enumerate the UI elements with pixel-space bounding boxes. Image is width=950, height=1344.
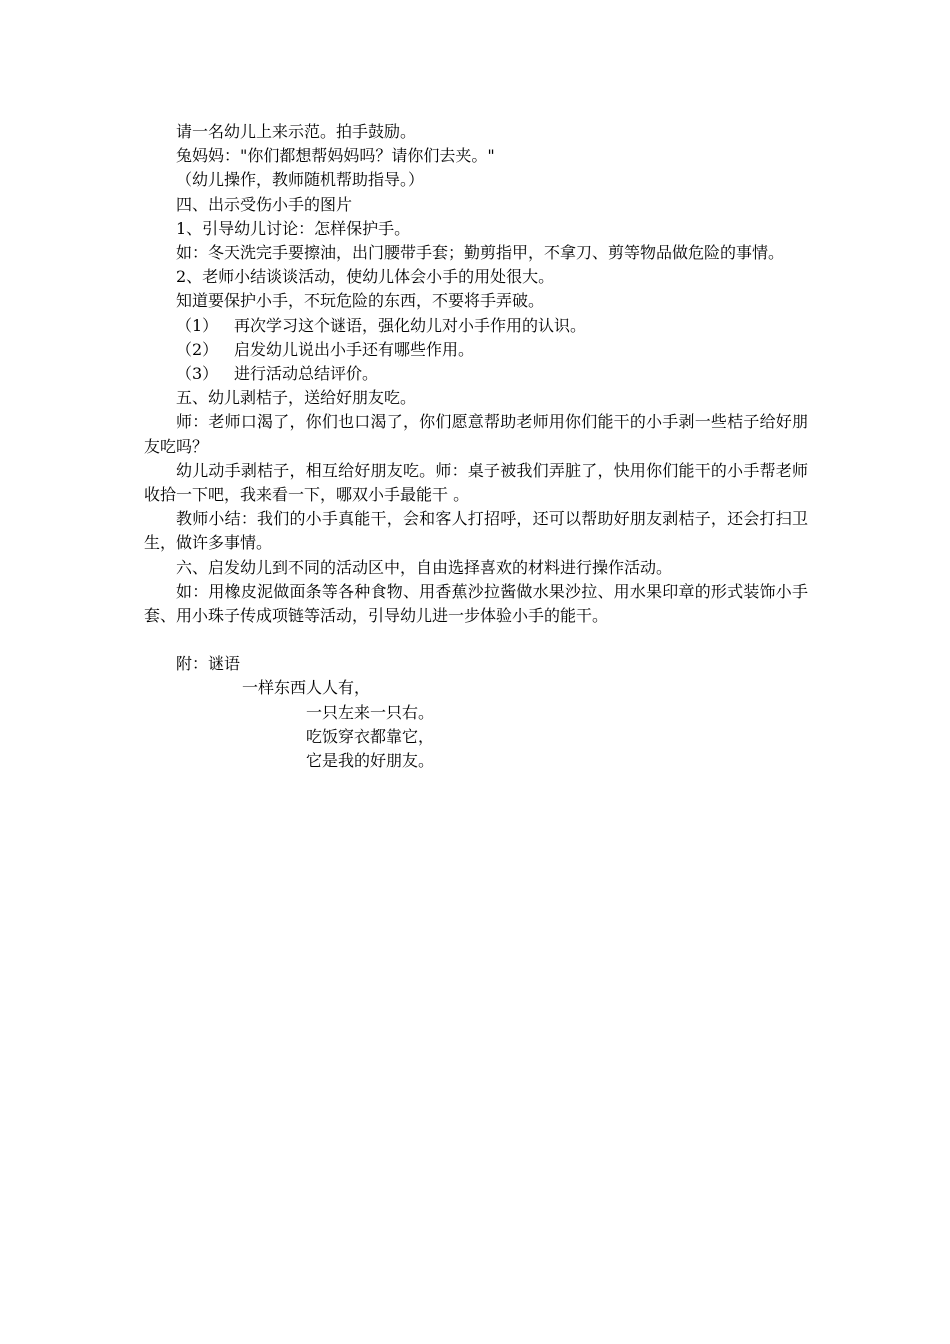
- item-text: 进行活动总结评价。: [234, 364, 379, 384]
- document-body: [144, 120, 808, 773]
- item-number: （1）: [176, 315, 219, 335]
- item-number: （3）: [176, 364, 219, 384]
- blank-line: [144, 628, 808, 652]
- numbered-item: [144, 362, 808, 386]
- paragraph-know-protect: 知道要保护小手，不玩危险的东西，不要将手弄破。: [176, 291, 545, 311]
- paragraph-peel-oranges: 幼儿动手剥桔子，相互给好朋友吃。师：桌子被我们弄脏了，快用你们能干的小手帮老师收拾一下吧，我来看一下，哪双小手最能干 。: [144, 460, 808, 505]
- riddle-line: 一只左来一只右。: [306, 702, 435, 722]
- paragraph-operation: （幼儿操作，教师随机帮助指导。）: [176, 170, 425, 190]
- paragraph-rabbit-mom: 兔妈妈："你们都想帮妈妈吗？请你们去夹。": [176, 146, 495, 166]
- appendix-heading: 附：谜语: [176, 654, 241, 674]
- riddle-line: 一样东西人人有，: [242, 678, 371, 698]
- riddle-line: 吃饭穿衣都靠它，: [306, 726, 435, 746]
- item-number: （2）: [176, 339, 219, 359]
- paragraph-teacher-summary: 2、老师小结谈谈活动，使幼儿体会小手的用处很大。: [176, 267, 555, 287]
- item-text: 再次学习这个谜语，强化幼儿对小手作用的认识。: [234, 315, 587, 335]
- paragraph-teacher-conclusion: 教师小结：我们的小手真能干，会和客人打招呼，还可以帮助好朋友剥桔子，还会打扫卫生，做许多事情。: [144, 509, 808, 553]
- paragraph-teacher-thirsty: 师：老师口渴了，你们也口渴了，你们愿意帮助老师用你们能干的小手剥一些桔子给好朋友吃吗？: [144, 412, 808, 456]
- section-heading-four: 四、出示受伤小手的图片: [176, 194, 353, 214]
- item-text: 启发幼儿说出小手还有哪些作用。: [234, 339, 475, 359]
- section-heading-five: 五、幼儿剥桔子，送给好朋友吃。: [176, 388, 417, 408]
- paragraph-example-protect: 如：冬天洗完手要擦油，出门腰带手套；勤剪指甲，不拿刀、剪等物品做危险的事情。: [176, 243, 785, 263]
- numbered-item: [144, 338, 808, 362]
- paragraph-demo: 请一名幼儿上来示范。拍手鼓励。: [176, 122, 417, 141]
- paragraph-discussion: 1、引导幼儿讨论：怎样保护手。: [176, 218, 411, 238]
- section-heading-six: 六、启发幼儿到不同的活动区中，自由选择喜欢的材料进行操作活动。: [176, 557, 673, 577]
- paragraph-activity-examples: 如：用橡皮泥做面条等各种食物、用香蕉沙拉酱做水果沙拉、用水果印章的形式装饰小手套、用小珠子传成项链等活动，引导幼儿进一步体验小手的能干。: [144, 581, 808, 626]
- numbered-item: [144, 314, 808, 338]
- riddle-line: 它是我的好朋友。: [306, 751, 435, 771]
